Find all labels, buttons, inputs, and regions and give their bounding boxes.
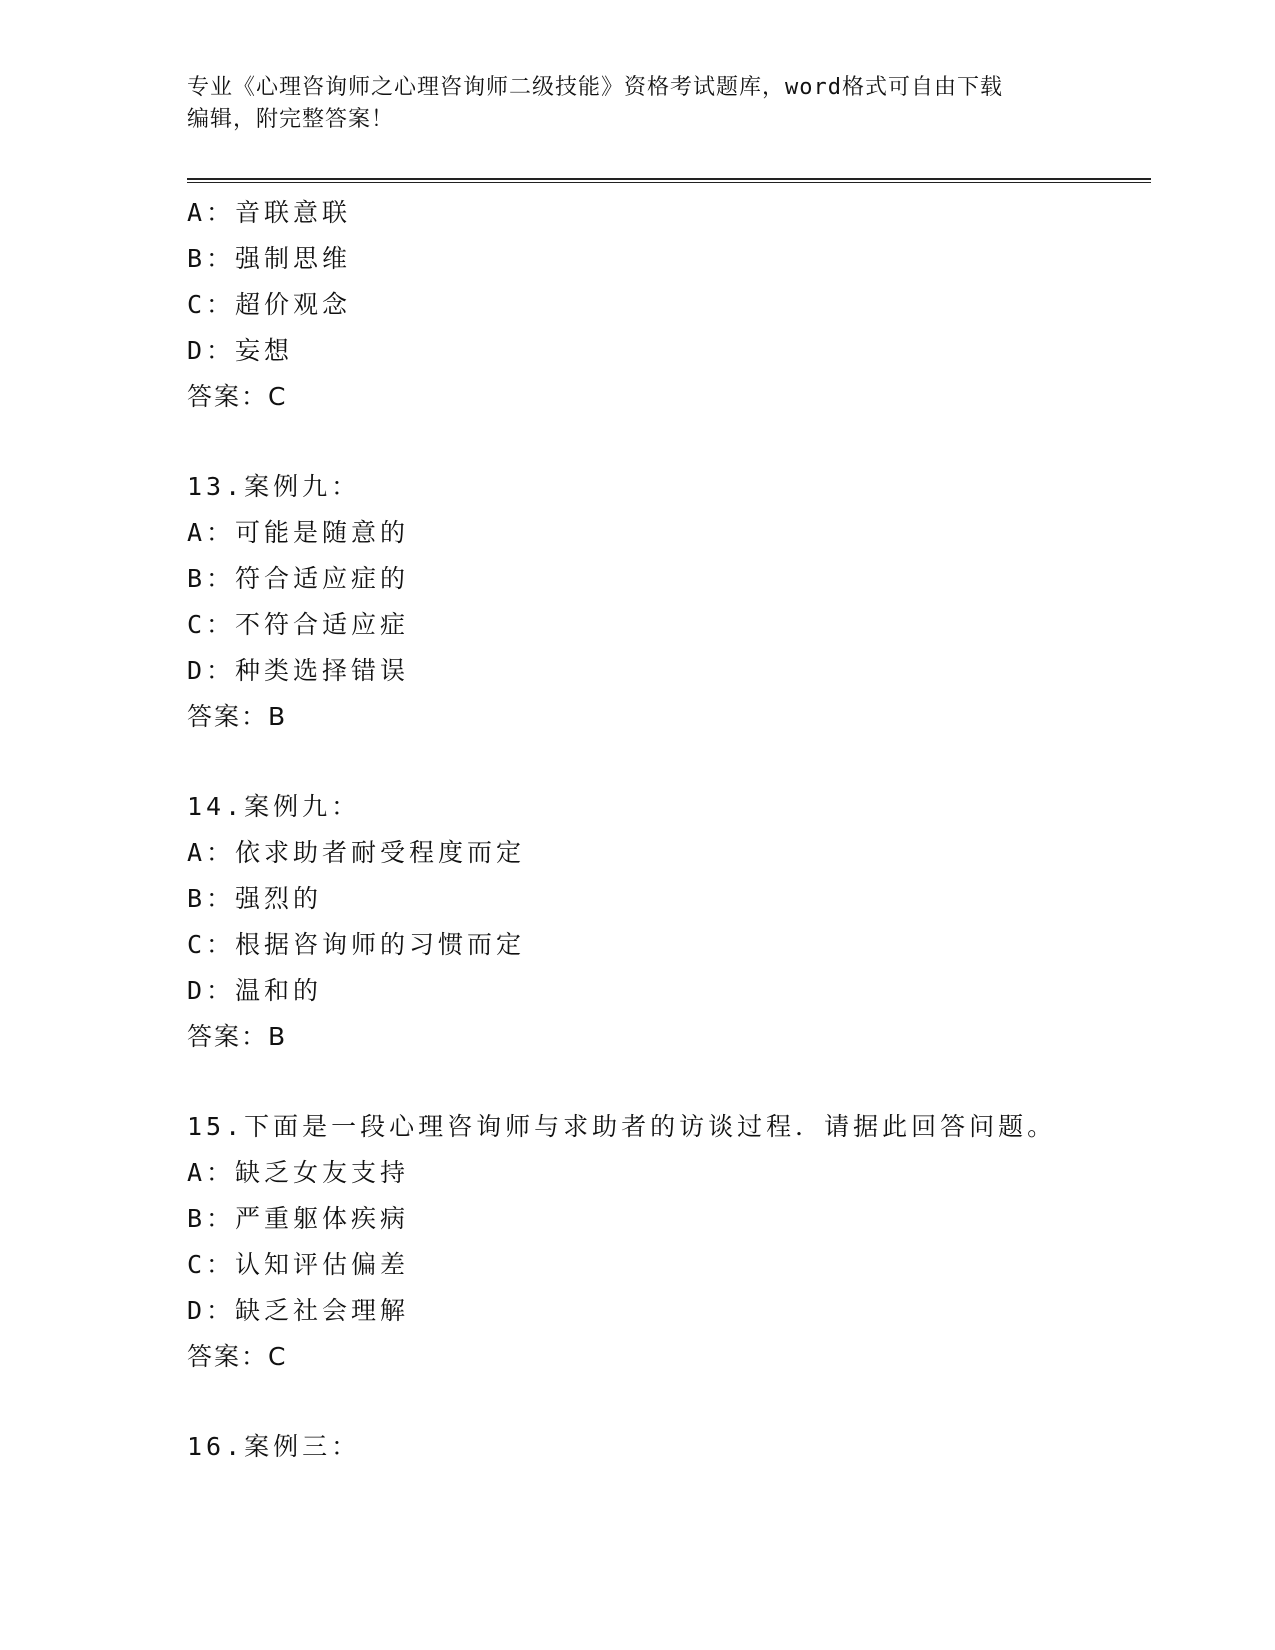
option-a: A：依求助者耐受程度而定	[187, 838, 526, 867]
block-spacer	[187, 1380, 1147, 1424]
option-b: B：符合适应症的	[187, 564, 410, 593]
answer-line: 答案：C	[187, 1342, 288, 1371]
question-title: 16.案例三：	[187, 1432, 361, 1461]
header-line-1: 专业《心理咨询师之心理咨询师二级技能》资格考试题库，word格式可自由下载	[187, 75, 1003, 100]
option-d: D：种类选择错误	[187, 656, 410, 685]
question-title: 14.案例九：	[187, 792, 361, 821]
header-divider	[187, 178, 1151, 183]
question-list	[187, 190, 1147, 1470]
question-block	[187, 464, 1147, 740]
answer-line: 答案：B	[187, 1022, 288, 1051]
option-a: A：音联意联	[187, 198, 352, 227]
block-spacer	[187, 420, 1147, 464]
option-a: A：可能是随意的	[187, 518, 410, 547]
question-title: 13.案例九：	[187, 472, 361, 501]
block-spacer	[187, 1060, 1147, 1104]
question-block	[187, 1104, 1147, 1380]
block-spacer	[187, 740, 1147, 784]
answer-line: 答案：B	[187, 702, 288, 731]
option-b: B：强制思维	[187, 244, 352, 273]
question-block	[187, 784, 1147, 1060]
option-c: C：认知评估偏差	[187, 1250, 410, 1279]
option-a: A：缺乏女友支持	[187, 1158, 410, 1187]
option-b: B：严重躯体疾病	[187, 1204, 410, 1233]
option-c: C：超价观念	[187, 290, 352, 319]
answer-line: 答案：C	[187, 382, 288, 411]
option-c: C：不符合适应症	[187, 610, 410, 639]
document-header	[187, 72, 1067, 136]
option-d: D：妄想	[187, 336, 294, 365]
option-d: D：缺乏社会理解	[187, 1296, 410, 1325]
option-b: B：强烈的	[187, 884, 323, 913]
question-block	[187, 190, 1147, 420]
option-d: D：温和的	[187, 976, 323, 1005]
question-block	[187, 1424, 1147, 1470]
header-line-2: 编辑，附完整答案！	[187, 107, 395, 132]
option-c: C：根据咨询师的习惯而定	[187, 930, 526, 959]
question-title: 15.下面是一段心理咨询师与求助者的访谈过程．请据此回答问题。	[187, 1112, 1057, 1141]
